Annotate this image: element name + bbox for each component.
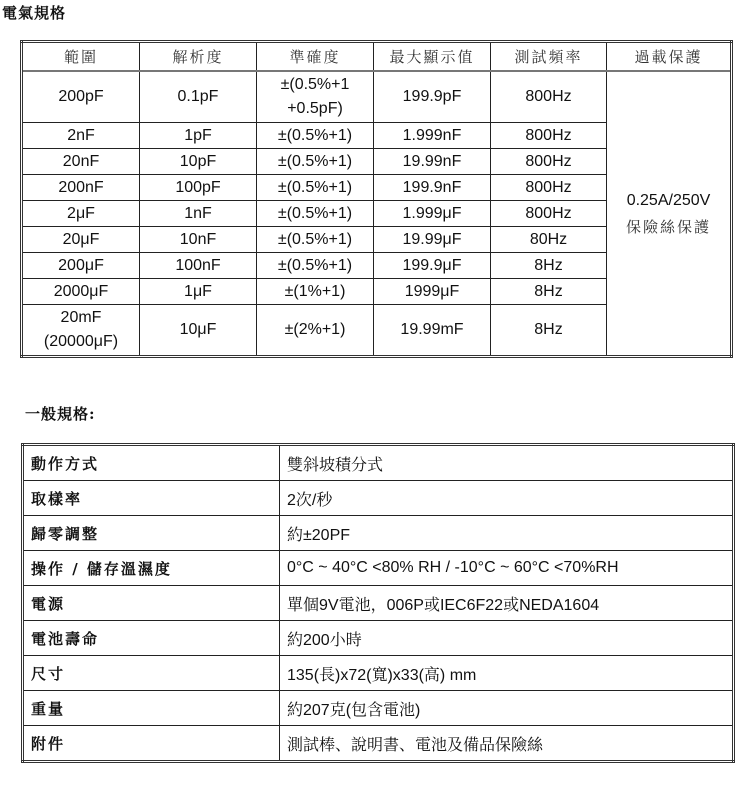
accuracy-cell	[257, 71, 374, 123]
spec-value: 135(長)x72(寬)x33(高) mm	[280, 656, 734, 691]
electrical-specs-table	[20, 40, 733, 358]
resolution-cell: 1μF	[140, 279, 257, 305]
accuracy-cell: ±(0.5%+1)	[257, 253, 374, 279]
resolution-cell: 10μF	[140, 305, 257, 357]
range-cell: 200μF	[22, 253, 140, 279]
resolution-cell: 100nF	[140, 253, 257, 279]
range-cell	[22, 305, 140, 357]
spec-label: 電池壽命	[23, 621, 280, 656]
max-display-cell: 199.9pF	[374, 71, 491, 123]
range-line2: (20000μF)	[43, 333, 119, 350]
accuracy-cell: ±(2%+1)	[257, 305, 374, 357]
spec-label: 動作方式	[23, 445, 280, 481]
max-display-cell: 199.9nF	[374, 175, 491, 201]
table-row	[23, 551, 734, 586]
range-cell: 20nF	[22, 149, 140, 175]
max-display-cell: 19.99nF	[374, 149, 491, 175]
table-row	[23, 691, 734, 726]
test-frequency-cell: 800Hz	[491, 71, 607, 123]
spec-value: 單個9V電池，006P或IEC6F22或NEDA1604	[280, 586, 734, 621]
spec-label: 附件	[23, 726, 280, 762]
table-row	[23, 621, 734, 656]
overload-protection-note: 保險絲保護	[625, 217, 711, 236]
table-row	[23, 726, 734, 762]
spec-label: 重量	[23, 691, 280, 726]
table-row	[23, 656, 734, 691]
resolution-cell: 0.1pF	[140, 71, 257, 123]
range-cell: 20μF	[22, 227, 140, 253]
spec-value: 約200小時	[280, 621, 734, 656]
spec-label: 取樣率	[23, 481, 280, 516]
accuracy-cell: ±(0.5%+1)	[257, 175, 374, 201]
resolution-cell: 10nF	[140, 227, 257, 253]
range-line1: 20mF	[60, 309, 102, 326]
resolution-cell: 1nF	[140, 201, 257, 227]
spec-label: 操作 / 儲存溫濕度	[23, 551, 280, 586]
header-max-display: 最大顯示值	[374, 42, 491, 72]
accuracy-cell: ±(0.5%+1)	[257, 227, 374, 253]
range-cell: 200pF	[22, 71, 140, 123]
range-cell: 2nF	[22, 123, 140, 149]
overload-protection-cell	[607, 71, 732, 357]
table-row	[23, 445, 734, 481]
range-cell: 2μF	[22, 201, 140, 227]
test-frequency-cell: 8Hz	[491, 305, 607, 357]
table-header-row	[22, 42, 732, 72]
header-overload-protection: 過載保護	[607, 42, 732, 72]
resolution-cell: 100pF	[140, 175, 257, 201]
accuracy-cell: ±(0.5%+1)	[257, 149, 374, 175]
spec-value: 約207克(包含電池)	[280, 691, 734, 726]
spec-label: 電源	[23, 586, 280, 621]
spec-value: 雙斜坡積分式	[280, 445, 734, 481]
test-frequency-cell: 8Hz	[491, 279, 607, 305]
accuracy-cell: ±(0.5%+1)	[257, 123, 374, 149]
max-display-cell: 19.99mF	[374, 305, 491, 357]
general-specs-table	[21, 443, 735, 763]
general-specs-title: 一般規格:	[25, 405, 96, 423]
test-frequency-cell: 800Hz	[491, 175, 607, 201]
test-frequency-cell: 80Hz	[491, 227, 607, 253]
resolution-cell: 10pF	[140, 149, 257, 175]
range-cell: 200nF	[22, 175, 140, 201]
spec-label: 歸零調整	[23, 516, 280, 551]
spec-value: 2次/秒	[280, 481, 734, 516]
overload-protection-rating: 0.25A/250V	[626, 191, 711, 209]
max-display-cell: 19.99μF	[374, 227, 491, 253]
table-row	[23, 481, 734, 516]
accuracy-cell: ±(1%+1)	[257, 279, 374, 305]
accuracy-cell: ±(0.5%+1)	[257, 201, 374, 227]
spec-value: 約±20PF	[280, 516, 734, 551]
accuracy-line2: +0.5pF)	[287, 100, 343, 117]
resolution-cell: 1pF	[140, 123, 257, 149]
test-frequency-cell: 800Hz	[491, 123, 607, 149]
table-row	[23, 516, 734, 551]
max-display-cell: 1.999nF	[374, 123, 491, 149]
header-accuracy: 準確度	[257, 42, 374, 72]
spec-value: 0°C ~ 40°C <80% RH / -10°C ~ 60°C <70%RH	[280, 551, 734, 586]
spec-label: 尺寸	[23, 656, 280, 691]
test-frequency-cell: 800Hz	[491, 201, 607, 227]
header-resolution: 解析度	[140, 42, 257, 72]
table-row	[22, 71, 732, 123]
electrical-specs-title: 電氣規格	[2, 4, 67, 22]
spec-value: 測試棒、說明書、電池及備品保險絲	[280, 726, 734, 762]
range-cell: 2000μF	[22, 279, 140, 305]
max-display-cell: 199.9μF	[374, 253, 491, 279]
test-frequency-cell: 8Hz	[491, 253, 607, 279]
header-range: 範圍	[22, 42, 140, 72]
test-frequency-cell: 800Hz	[491, 149, 607, 175]
header-test-frequency: 測試頻率	[491, 42, 607, 72]
max-display-cell: 1999μF	[374, 279, 491, 305]
table-row	[23, 586, 734, 621]
max-display-cell: 1.999μF	[374, 201, 491, 227]
accuracy-line1: ±(0.5%+1	[280, 76, 350, 93]
